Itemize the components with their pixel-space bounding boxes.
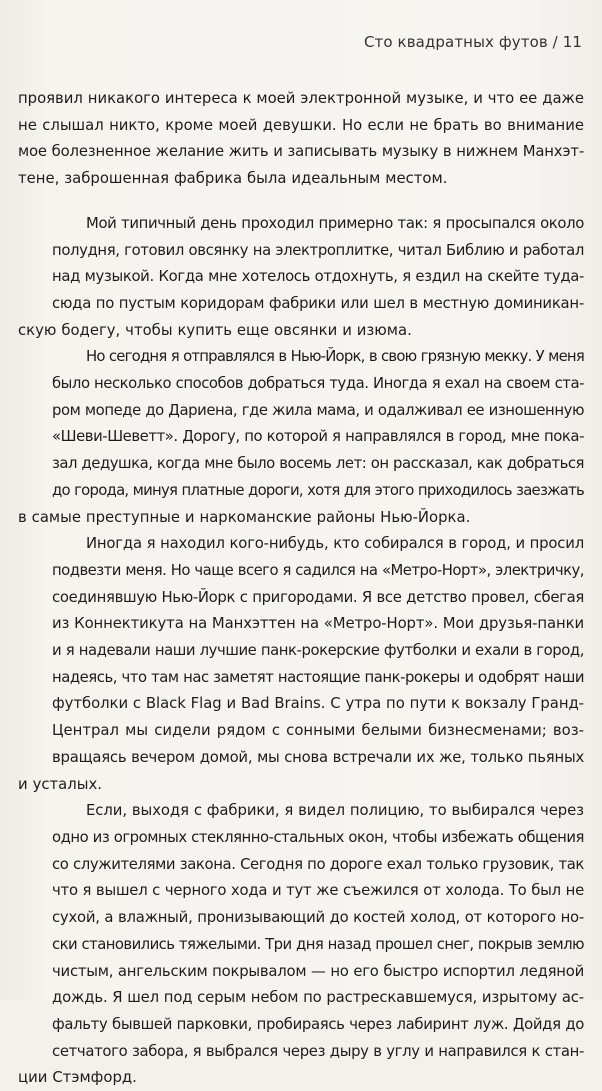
text-line: проявил никакого интереса к моей электронной музыке, и что ее даже [18,89,584,107]
text-line: Но сегодня я отправлялся в Нью-Йорк, в свою грязную мекку. У меня [86,347,584,366]
paragraph-5 [18,797,584,1091]
text-line: Мой типичный день проходил примерно так: я просыпался около [86,213,584,232]
text-line: скую бодегу, чтобы купить еще овсянки и изюма. [18,320,412,339]
text-line: Если, выходя с фабрики, я видел полицию, то выбирался через [86,801,584,820]
text-line: подвезти меня. Но чаще всего я садился на «Метро-Норт», электричку, [52,560,584,579]
text-line: над музыкой. Когда мне хотелось отдохнуть, я ездил на скейте туда- [52,267,584,286]
text-line: сетчатого забора, я выбрался через дыру в углу и направился к стан- [52,1041,584,1060]
text-line: из Коннектикута на Манхэттен на «Метро-Норт». Мои друзья-панки [52,614,584,633]
text-line: до города, минуя платные дороги, хотя для этого приходилось заезжать [52,480,584,499]
text-line: полудня, готовил овсянку на электроплитке, читал Библию и работал [52,240,584,259]
paragraph-2 [18,210,584,344]
text-line: соединявшую Нью-Йорк с пригородами. Я все детство провел, сбегая [52,587,584,606]
text-line: было несколько способов добраться туда. Иногда я ехал на своем ста- [52,374,584,393]
paragraph-4 [18,530,584,797]
text-line: надеясь, что там нас заметят настоящие панк-рокеры и одобрят наши [52,667,584,686]
text-line: сюда по пустым коридорам фабрики или шел в местную доминикан- [52,293,584,312]
text-line: зал дедушка, когда мне было восемь лет: он рассказал, как добраться [52,454,584,473]
paragraph-3 [18,343,584,530]
text-line: ции Стэмфорд. [18,1068,137,1087]
text-line: дождь. Я шел под серым небом по растрескавшемуся, изрытому ас- [52,988,584,1007]
text-line: сухой, а влажный, пронизывающий до костей холод, от которого но- [52,908,584,927]
text-line: чистым, ангельским покрывалом — но его быстро испортил ледяной [52,961,584,980]
text-line: вращаясь вечером домой, мы снова встречали их же, только пьяных [52,747,584,766]
text-line: и усталых. [18,774,102,793]
text-line: ром мопеде до Дариена, где жила мама, и одалживал ее изношенную [52,400,584,419]
paragraph-1 [18,85,584,192]
text-line: не слышал никто, кроме моей девушки. Но если не брать во внимание [18,115,584,134]
text-line: «Шеви-Шеветт». Дорогу, по которой я направлялся в город, мне пока- [52,427,584,446]
text-line: одно из огромных стеклянно-стальных окон, чтобы избежать общения [52,827,584,846]
text-line: фальту бывшей парковки, пробираясь через лабиринт луж. Дойдя до [52,1014,584,1033]
text-line: тене, заброшенная фабрика была идеальным местом. [18,169,448,188]
body-text [18,85,584,1091]
text-line: что я вышел с черного хода и тут же съежился от холода. То был не [52,881,584,900]
text-line: ски становились тяжелыми. Три дня назад прошел снег, покрыв землю [52,934,584,953]
text-line: со служителями закона. Сегодня по дороге ехал только грузовик, так [52,854,584,873]
text-line: и я надевали наши лучшие панк-рокерские футболки и ехали в город, [52,641,584,660]
text-line: Иногда я находил кого-нибудь, кто собирался в город, и просил [86,534,584,553]
text-line: футболки с Black Flag и Bad Brains. С утра по пути к вокзалу Гранд- [52,694,584,713]
text-line: мое болезненное желание жить и записывать музыку в нижнем Манхэт- [18,142,584,161]
text-line: в самые преступные и наркоманские районы Нью-Йорка. [18,507,471,526]
text-line: Централ мы сидели рядом с сонными белыми бизнесменами; воз- [52,721,584,740]
running-head: Сто квадратных футов / 11 [363,33,582,51]
